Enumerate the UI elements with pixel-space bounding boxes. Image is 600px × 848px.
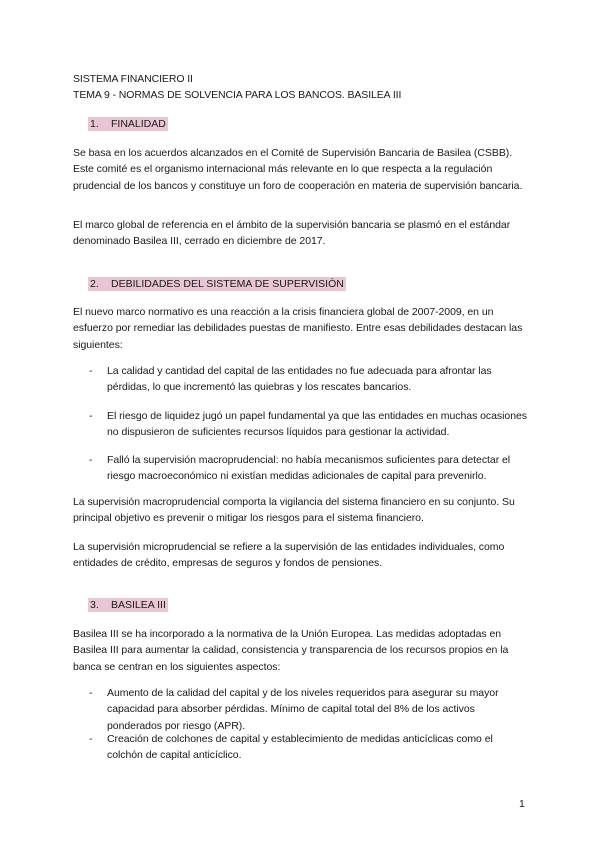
bullet-dash: - xyxy=(89,687,93,699)
section-2-bullet-2 xyxy=(89,408,529,441)
page-number: 1 xyxy=(519,798,525,810)
section-2-closing-2: La supervisión microprudencial se refiere a la supervisión de las entidades individuales, como entidades de crédito, empresas de seguros y fondos de pensiones. xyxy=(73,541,505,570)
bullet-text: Creación de colchones de capital y establecimiento de medidas anticíclicas como el colchón de capital anticíclico. xyxy=(107,733,493,762)
bullet-text: Falló la supervisión macroprudencial: no había mecanismos suficientes para detectar el riesgo macroeconómico ni existían medidas adicionales de capital para prevenirlo. xyxy=(107,454,511,483)
section-1-paragraph-2: El marco global de referencia en el ámbito de la supervisión bancaria se plasmó en el estándar denominado Basilea III, cerrado en diciembre de 2017. xyxy=(73,219,511,248)
bullet-text: La calidad y cantidad del capital de las entidades no fue adecuada para afrontar las pérdidas, lo que incrementó las quiebras y los rescates bancarios. xyxy=(107,365,492,394)
section-2-bullet-3 xyxy=(89,452,529,485)
section-2-heading xyxy=(88,277,346,292)
section-2-number: 2. xyxy=(90,278,99,290)
section-3-bullet-1 xyxy=(89,685,529,734)
section-2-bullet-1 xyxy=(89,363,529,396)
bullet-dash: - xyxy=(89,365,93,377)
bullet-dash: - xyxy=(89,733,93,745)
section-1-paragraph-1: Se basa en los acuerdos alcanzados en el Comité de Supervisión Bancaria de Basilea (CSBB). Este comité es el organismo internacional más relevante en lo que respecta a la regulación prudencial de los bancos y constituye un foro de cooperación en materia de supervisión bancaria. xyxy=(73,147,523,192)
section-2-title: DEBILIDADES DEL SISTEMA DE SUPERVISIÓN xyxy=(111,278,344,290)
bullet-text: El riesgo de liquidez jugó un papel fundamental ya que las entidades en muchas ocasiones no dispusieron de suficientes recursos líquidos para gestionar la actividad. xyxy=(107,410,527,439)
section-1-highlight xyxy=(88,117,168,131)
bullet-dash: - xyxy=(89,410,93,422)
section-3-bullet-2 xyxy=(89,731,529,764)
section-2-closing-1: La supervisión macroprudencial comporta la vigilancia del sistema financiero en su conjunto. Su principal objetivo es prevenir o mitigar los riesgos para el sistema financiero. xyxy=(73,496,515,525)
topic-title: TEMA 9 - NORMAS DE SOLVENCIA PARA LOS BANCOS. BASILEA III xyxy=(73,89,402,101)
section-1-title: FINALIDAD xyxy=(111,118,166,130)
course-title: SISTEMA FINANCIERO II xyxy=(73,73,193,85)
section-1-number: 1. xyxy=(90,118,99,130)
bullet-dash: - xyxy=(89,454,93,466)
section-3-title: BASILEA III xyxy=(111,599,166,611)
bullet-text: Aumento de la calidad del capital y de los niveles requeridos para asegurar su mayor capacidad para absorber pérdidas. Mínimo de capital total del 8% de los activos ponderados por riesgo (APR). xyxy=(107,687,499,732)
section-3-number: 3. xyxy=(90,599,99,611)
section-2-intro: El nuevo marco normativo es una reacción a la crisis financiera global de 2007-2009, en un esfuerzo por remediar las debilidades puestas de manifiesto. Entre esas debilidades destacan las siguientes: xyxy=(73,306,523,351)
section-3-heading xyxy=(88,598,168,613)
section-2-highlight xyxy=(88,277,346,291)
document-header xyxy=(73,71,401,103)
section-3-intro: Basilea III se ha incorporado a la normativa de la Unión Europea. Las medidas adoptadas en Basilea III para aumentar la calidad, consistencia y transparencia de los recursos propios en la banca se centran en los siguientes aspectos: xyxy=(73,628,509,673)
section-1-heading xyxy=(88,117,168,132)
section-3-highlight xyxy=(88,598,168,612)
